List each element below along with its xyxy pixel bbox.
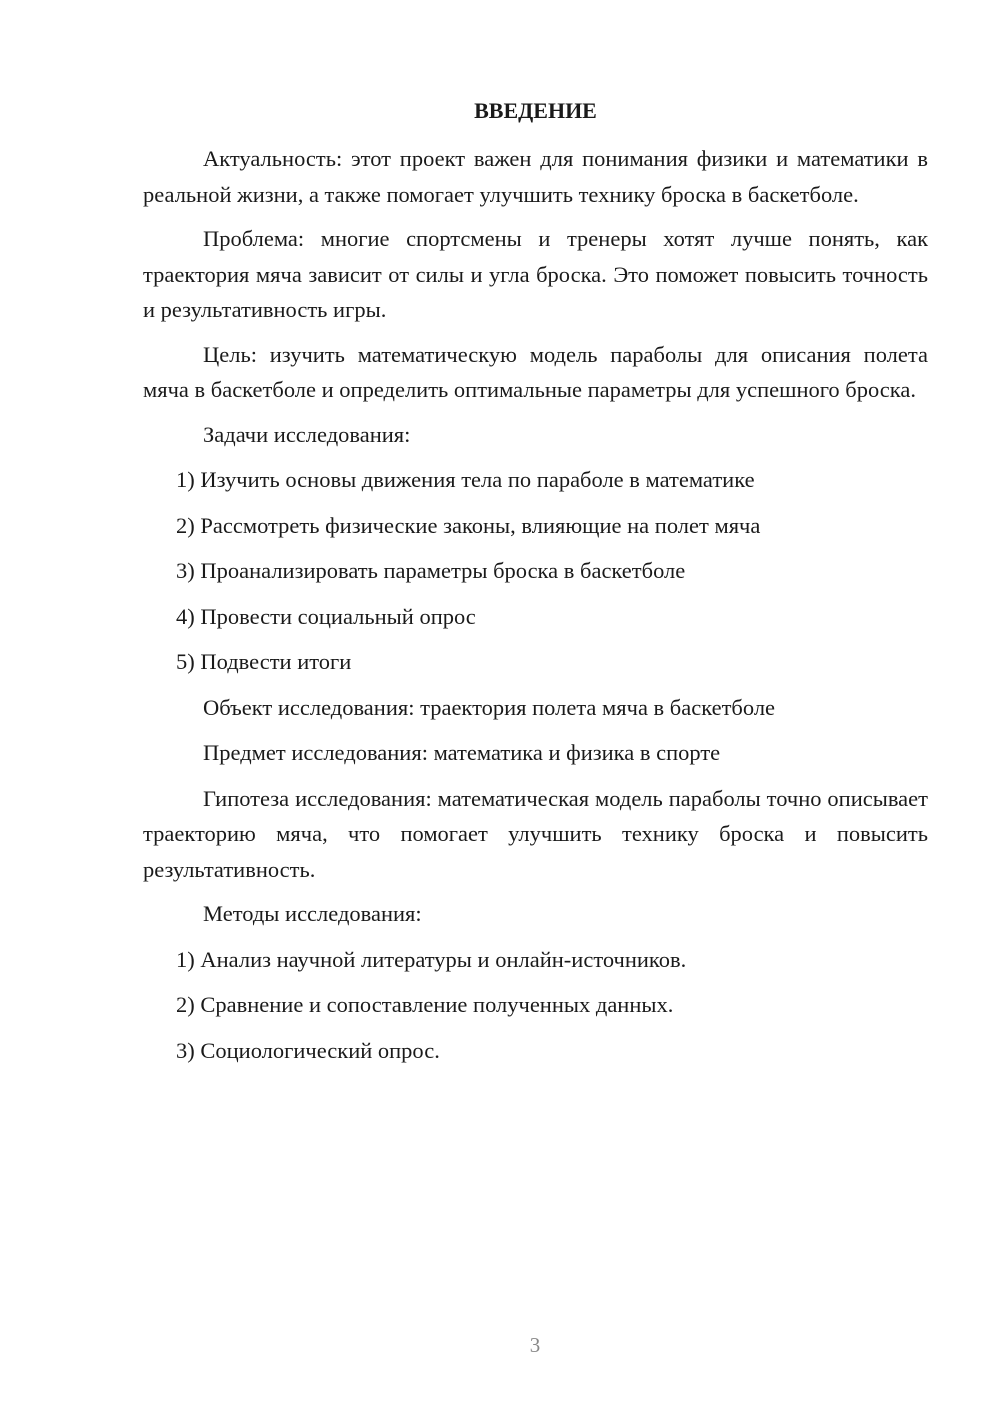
- list-item: 5) Подвести итоги: [176, 649, 352, 674]
- tasks-label: Задачи исследования:: [203, 421, 411, 447]
- list-item: 1) Анализ научной литературы и онлайн-источников.: [176, 946, 687, 972]
- page-heading: ВВЕДЕНИЕ: [474, 98, 597, 123]
- document-page: [143, 96, 928, 1078]
- list-item: 3) Проанализировать параметры броска в баскетболе: [176, 558, 686, 583]
- methods-list: [143, 942, 928, 1069]
- hypothesis-paragraph: Гипотеза исследования: математическая модель параболы точно описывает траекторию мяча, что помогает улучшить технику броска и повысить результативность.: [143, 785, 928, 882]
- page-number: 3: [529, 1333, 541, 1357]
- list-item: 1) Изучить основы движения тела по параболе в математике: [176, 467, 755, 492]
- object-paragraph: Объект исследования: траектория полета мяча в баскетболе: [203, 694, 776, 720]
- goal-paragraph: Цель: изучить математическую модель параболы для описания полета мяча в баскетболе и определить оптимальные параметры для успешного броска.: [143, 341, 928, 402]
- list-item: 4) Провести социальный опрос: [176, 603, 476, 629]
- list-item: 2) Рассмотреть физические законы, влияющие на полет мяча: [176, 512, 761, 538]
- problem-paragraph: Проблема: многие спортсмены и тренеры хотят лучше понять, как траектория мяча зависит от силы и угла броска. Это поможет повысить точность и результативность игры.: [143, 226, 928, 322]
- list-item: 2) Сравнение и сопоставление полученных данных.: [176, 992, 674, 1017]
- subject-paragraph: Предмет исследования: математика и физика в спорте: [203, 740, 721, 765]
- list-item: 3) Социологический опрос.: [176, 1037, 440, 1063]
- relevance-paragraph: Актуальность: этот проект важен для понимания физики и математики в реальной жизни, а также помогает улучшить технику броска в баскетболе.: [143, 146, 928, 207]
- tasks-list: [143, 462, 928, 680]
- methods-label: Методы исследования:: [203, 901, 422, 926]
